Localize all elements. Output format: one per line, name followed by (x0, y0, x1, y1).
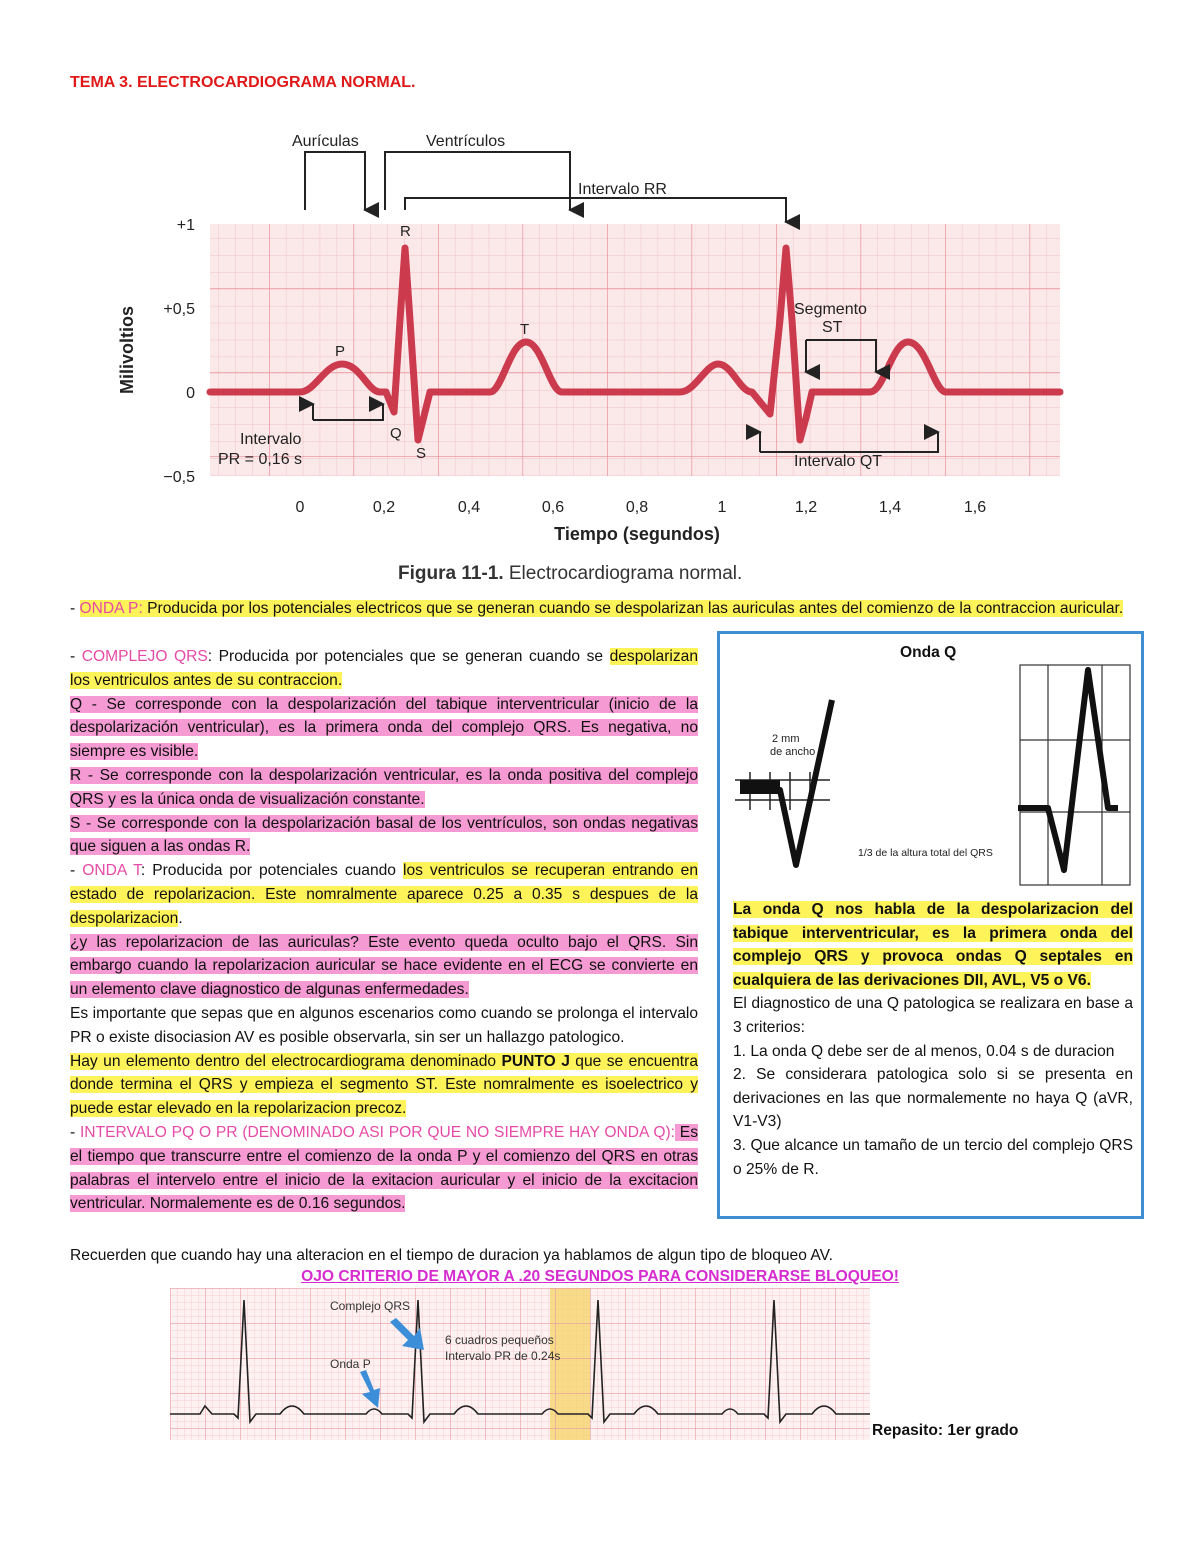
xtick-label: 0,6 (541, 499, 565, 516)
wave-label-t: T (520, 321, 530, 338)
label-auriculas: Aurículas (292, 133, 359, 150)
onda-q-text: La onda Q nos habla de la despolarizacion del tabique interventricular, es la primera onda del complejo QRS y provoca ondas Q septales en cualquiera de las derivaciones DII, AVL, V5 o V6. El diagnostico de una Q patologica se realizara en base a 3 criterios: 1. La onda Q debe ser de al menos, 0.04 s de duracion 2. Se considerara patologica solo si se presenta en derivaciones en las que normalemente no haya Q (aVR, V1-V3) 3. Que alcance un tamaño de un tercio del complejo QRS o 25% de R. (733, 901, 1133, 1178)
label-intervalo-pr: Intervalo (240, 431, 302, 448)
label-intervalo-pr-value: PR = 0,16 s (218, 451, 303, 468)
label-de-ancho: de ancho (770, 746, 816, 758)
xtick-label: 0,8 (625, 499, 649, 516)
xtick-label: 0 (295, 499, 305, 516)
wave-label-q: Q (390, 425, 402, 442)
figure-caption: Figura 11-1. Electrocardiograma normal. (398, 563, 743, 584)
xtick-label: 0,2 (372, 499, 396, 516)
ecg-figure (100, 120, 1070, 560)
paragraph-onda-t: - ONDA T: Producida por potenciales cuando los ventriculos se recuperan entrando en estado de repolarizacion. Este nomralmente aparece 0.25 a 0.35 s despues de la despolarizacion. (70, 862, 698, 927)
page-title: TEMA 3. ELECTROCARDIOGRAMA NORMAL. (70, 74, 416, 91)
x-axis-label: Tiempo (segundos) (554, 524, 720, 544)
ytick-label: 0 (186, 385, 195, 402)
ytick-label: +1 (176, 217, 195, 234)
paragraph-recuerden: Recuerden que cuando hay una alteracion en el tiempo de duracion ya hablamos de algun tipo de bloqueo AV. (70, 1247, 833, 1264)
repasito-label: Repasito: 1er grado (872, 1422, 1019, 1439)
label-ventriculos: Ventrículos (426, 133, 506, 150)
ytick-label: +0,5 (163, 301, 195, 318)
wave-label-p: P (335, 343, 346, 360)
ojo-criterio: OJO CRITERIO DE MAYOR A .20 SEGUNDOS PARA CONSIDERARSE BLOQUEO! (301, 1268, 899, 1285)
label-onda-p: ONDA P: (79, 600, 143, 617)
q-wave-large (1018, 670, 1118, 870)
label-intervalo-qt: Intervalo QT (794, 453, 883, 470)
onda-q-title: Onda Q (900, 644, 957, 661)
paragraph-intervalo-pr: - INTERVALO PQ O PR (DENOMINADO ASI POR QUE NO SIEMPRE HAY ONDA Q): Es el tiempo que transcurre entre el comienzo de la onda P y el comienzo del QRS en otras palabras el intervelo entre el inicio de la exitacion auricular y el inicio de la excitacion ventricular. Normalemente es de 0.16 segundos. (70, 1123, 698, 1213)
strip-label-pr-1: 6 cuadros pequeños (445, 1333, 554, 1347)
paragraph-r: R - Se corresponde con la despolarización ventricular, es la onda positiva del complejo QRS y es la única onda de visualización constante. (70, 766, 698, 808)
paragraph-importante: Es importante que sepas que en algunos escenarios como cuando se prolonga el intervalo PR o existe disociasion AV es posible observarla, sin ser un hallazgo patologico. (70, 1004, 698, 1046)
xtick-label: 1,2 (794, 499, 818, 516)
xtick-label: 1,6 (963, 499, 987, 516)
paragraph-qrs: - COMPLEJO QRS: Producida por potenciales que se generan cuando se despolarizan los ventriculos antes de su contraccion. (70, 648, 699, 689)
wave-label-s: S (416, 445, 427, 462)
paragraph-s: S - Se corresponde con la despolarización basal de los ventrículos, son ondas negativas que siguen a las ondas R. (70, 814, 698, 856)
ecg-strip (170, 1288, 870, 1440)
xtick-label: 1,4 (878, 499, 902, 516)
ytick-label: −0,5 (163, 469, 195, 486)
paragraph-repolarizacion: ¿y las repolarizacion de las auriculas? Este evento queda oculto bajo el QRS. Sin embargo cuando la repolarizacion auricular se hace evidente en el ECG se convierte en un elemento clave diagnostico de algunas enfermedades. (70, 933, 698, 999)
paragraph-q: Q - Se corresponde con la despolarización del tabique interventricular (inicio de la despolarización ventricular), es la primera onda del complejo QRS. Es negativa, no siempre es visible. (70, 695, 698, 761)
xtick-label: 0,4 (457, 499, 481, 516)
left-column (70, 645, 698, 1216)
strip-label-onda-p: Onda P (330, 1357, 371, 1371)
paragraph-onda-p: - ONDA P: Producida por los potenciales electricos que se generan cuando se despolarizan las auriculas antes del comienzo de la contraccion auricular. (70, 600, 1124, 617)
label-segmento-st: Segmento (794, 301, 867, 318)
label-tercio-qrs: 1/3 de la altura total del QRS (858, 847, 993, 859)
y-axis-label: Milivoltios (117, 305, 137, 395)
strip-label-pr-2: Intervalo PR de 0.24s (445, 1349, 561, 1363)
label-2mm: 2 mm (772, 733, 800, 745)
paragraph-punto-j: Hay un elemento dentro del electrocardiograma denominado PUNTO J que se encuentra donde termina el QRS y empieza el segmento ST. Este nomralmente es isoelectrico y puede estar elevado en la repolarizacion precoz. (70, 1052, 698, 1118)
xtick-label: 1 (717, 499, 727, 516)
label-intervalo-rr: Intervalo RR (578, 181, 667, 198)
wave-label-r: R (400, 223, 411, 240)
onda-q-diagram (730, 660, 1140, 895)
strip-label-qrs: Complejo QRS (330, 1299, 411, 1313)
label-segmento-st-2: ST (822, 319, 843, 336)
